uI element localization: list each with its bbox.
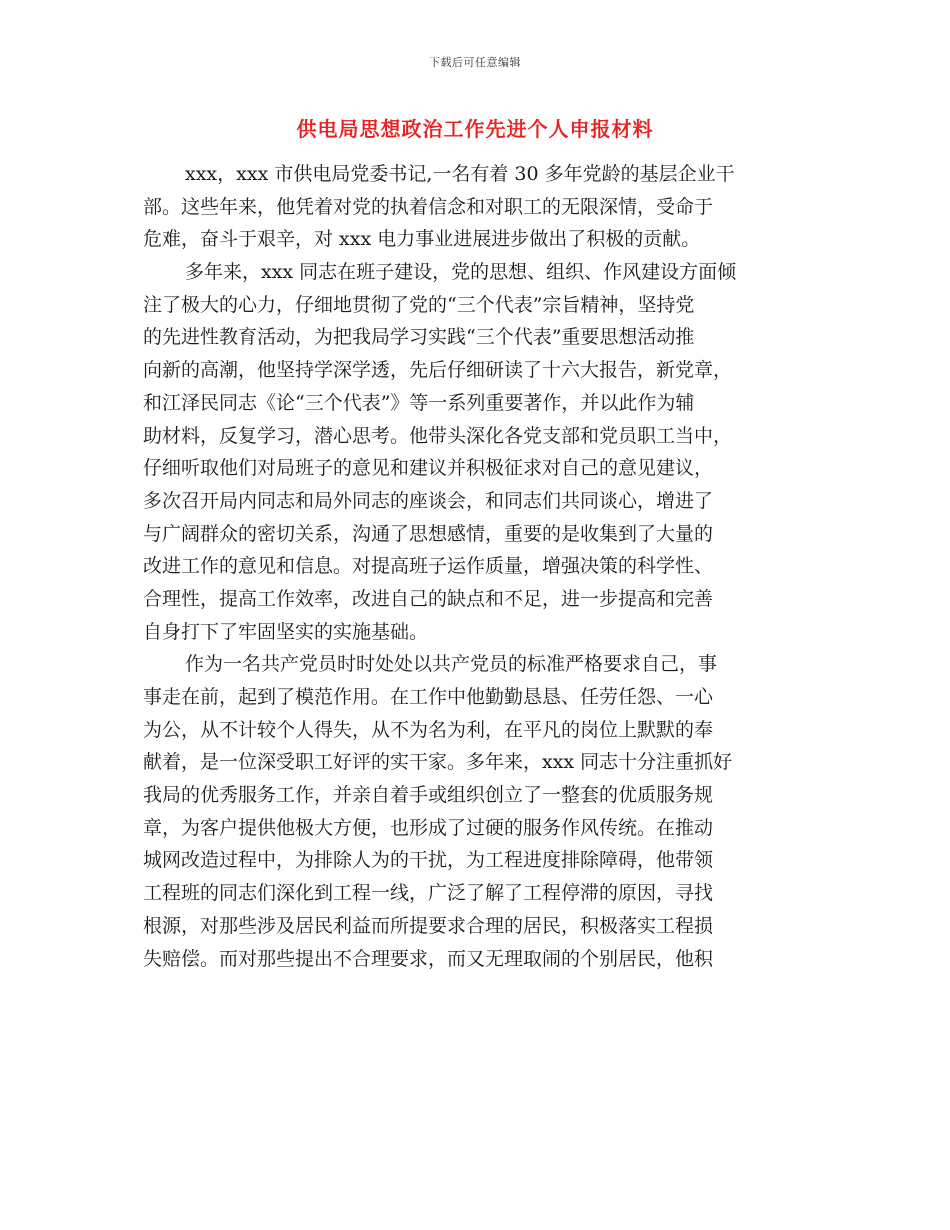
- text-line: 改进工作的意见和信息。对提高班子运作质量，增强决策的科学性、: [143, 555, 714, 578]
- text-line: 失赔偿。而对那些提出不合理要求，而又无理取闹的个别居民，他积: [143, 947, 714, 970]
- text-line: 的先进性教育活动，为把我局学习实践“三个代表”重要思想活动推: [143, 326, 695, 349]
- text-line: 合理性，提高工作效率，改进自己的缺点和不足，进一步提高和完善: [143, 587, 714, 610]
- text-line: 多年来，xxx 同志在班子建设，党的思想、组织、作风建设方面倾: [185, 261, 737, 284]
- text-line: 工程班的同志们深化到工程一线，广泛了解了工程停滞的原因，寻找: [143, 882, 714, 905]
- text-line: 自身打下了牢固坚实的实施基础。: [143, 620, 429, 643]
- text-line: 我局的优秀服务工作，并亲自着手或组织创立了一整套的优质服务规: [143, 784, 714, 807]
- paragraph: [143, 648, 813, 975]
- document-body: [143, 158, 813, 975]
- text-line: 根源，对那些涉及居民利益而所提要求合理的居民，积极落实工程损: [143, 914, 714, 937]
- text-line: 和江泽民同志《论“三个代表”》等一系列重要著作，并以此作为辅: [143, 391, 695, 414]
- paragraph: [143, 256, 813, 648]
- text-line: 向新的高潮，他坚持学深学透，先后仔细研读了十六大报告，新党章，: [143, 359, 733, 382]
- text-line: 部。这些年来，他凭着对党的执着信念和对职工的无限深情，受命于: [143, 195, 714, 218]
- paragraph: [143, 158, 813, 256]
- document-title: 供电局思想政治工作先进个人申报材料: [296, 117, 654, 141]
- text-line: 注了极大的心力，仔细地贯彻了党的“三个代表”宗旨精神，坚持党: [143, 293, 695, 316]
- text-line: xxx，xxx 市供电局党委书记,一名有着 30 多年党龄的基层企业干: [185, 163, 735, 185]
- text-line: 城网改造过程中，为排除人为的干扰，为工程进度排除障碍，他带领: [143, 849, 714, 872]
- text-line: 仔细听取他们对局班子的意见和建议并积极征求对自己的意见建议，: [143, 457, 714, 480]
- text-line: 多次召开局内同志和局外同志的座谈会，和同志们共同谈心，增进了: [143, 489, 714, 512]
- text-line: 为公，从不计较个人得失，从不为名为利，在平凡的岗位上默默的奉: [143, 718, 714, 741]
- text-line: 作为一名共产党员时时处处以共产党员的标准严格要求自己，事: [185, 653, 718, 676]
- page-header: 下载后可任意编辑: [429, 56, 521, 69]
- text-line: 事走在前，起到了模范作用。在工作中他勤勤恳恳、任劳任怨、一心: [143, 686, 714, 708]
- text-line: 危难，奋斗于艰辛，对 xxx 电力事业进展进步做出了积极的贡献。: [143, 228, 701, 251]
- text-line: 与广阔群众的密切关系，沟通了思想感情，重要的是收集到了大量的: [143, 522, 714, 545]
- text-line: 助材料，反复学习，潜心思考。他带头深化各党支部和党员职工当中，: [143, 424, 733, 447]
- text-line: 献着，是一位深受职工好评的实干家。多年来，xxx 同志十分注重抓好: [143, 751, 733, 774]
- text-line: 章，为客户提供他极大方便，也形成了过硬的服务作风传统。在推动: [143, 816, 714, 839]
